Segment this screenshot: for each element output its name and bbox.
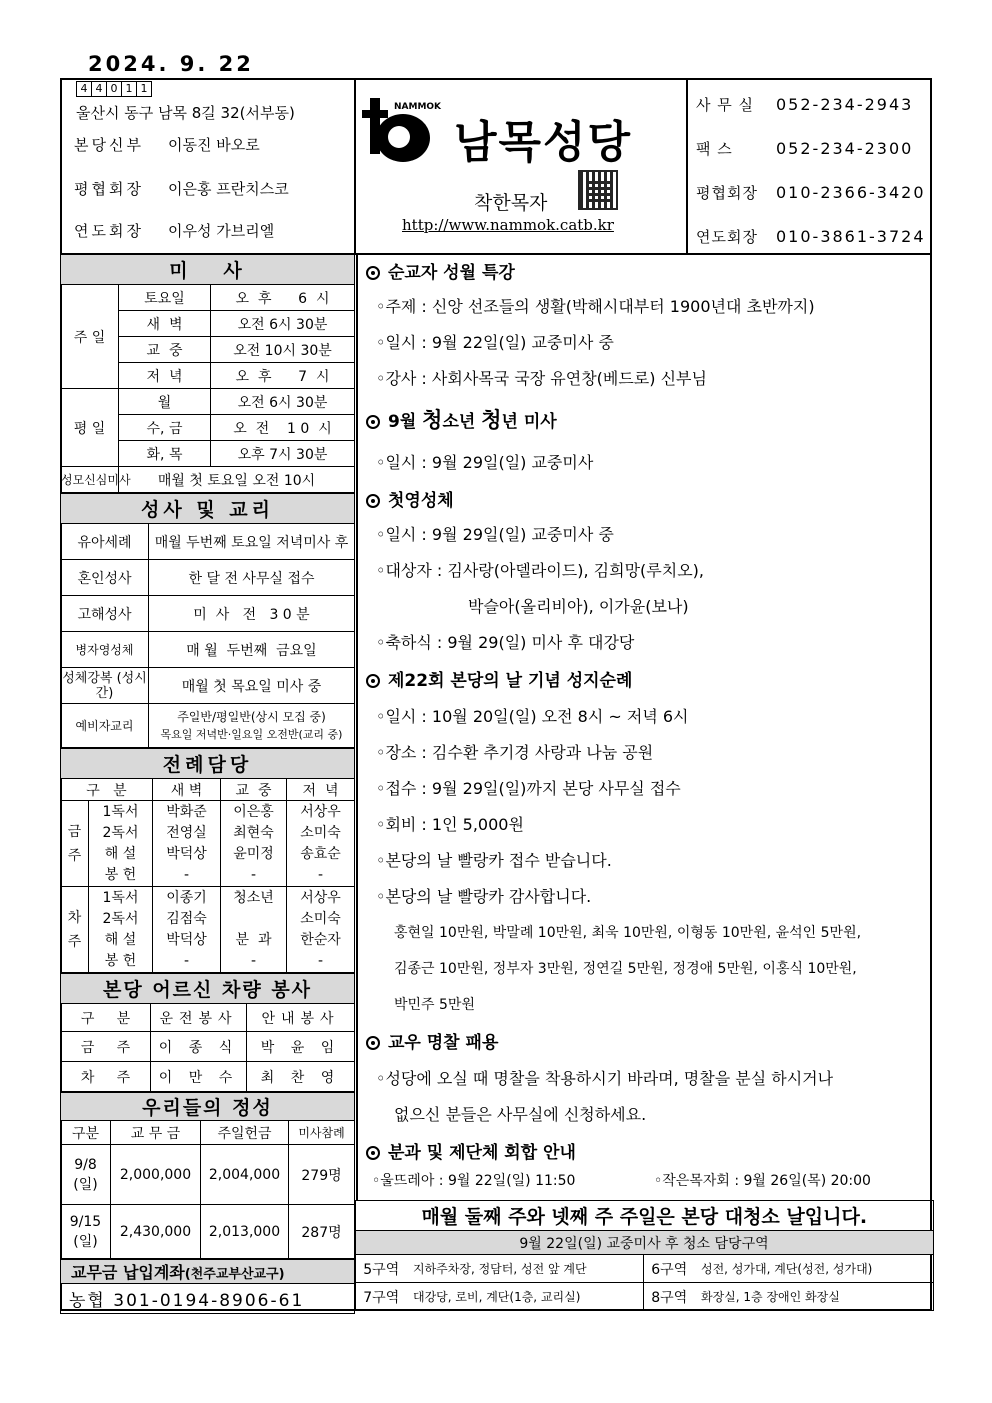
contact-label: 팩 스	[696, 140, 733, 158]
mass-table	[60, 254, 355, 493]
target-bullet-icon	[366, 266, 380, 280]
address: 울산시 동구 남목 8길 32(서부동)	[76, 104, 295, 122]
liturgy-person: -	[250, 952, 257, 969]
offering-attendance: 287명	[289, 1205, 355, 1259]
liturgy-person: 송효순	[300, 845, 341, 862]
zip-digit: 4	[76, 81, 92, 97]
notice-title-pilgrimage	[366, 666, 632, 691]
liturgy-group-label: 금주	[61, 801, 89, 887]
logo-english: NAMMOK	[394, 102, 442, 112]
zip-digit: 0	[106, 81, 122, 97]
vehicle-week: 차 주	[61, 1062, 151, 1092]
weekday-label: 평 일	[61, 389, 119, 467]
pastor-row	[74, 134, 260, 155]
target-bullet-icon	[366, 494, 380, 508]
liturgy-person	[221, 909, 286, 930]
notice-title-martyrs	[366, 258, 515, 283]
liturgy-header: 교 중	[221, 779, 287, 801]
sacrament-label: 병자영성체	[61, 632, 149, 668]
notice-line: ◦일시 : 10월 20일(일) 오전 8시 ~ 저녁 6시	[376, 707, 689, 726]
motto: 착한목자	[474, 192, 548, 214]
notice-line: ◦대상자 : 김사랑(아델라이드), 김희망(루치오),	[376, 561, 704, 580]
bulletin-date: 2024. 9. 22	[88, 52, 254, 76]
mass-day: 새 벽	[119, 311, 211, 337]
offering-title: 우리들의 정성	[61, 1093, 355, 1121]
account-title-cell	[61, 1260, 355, 1284]
cleaning-title: 매월 둘째 주와 넷째 주 주일은 본당 대청소 날입니다.	[355, 1201, 933, 1231]
website-link[interactable]: http://www.nammok.catb.kr	[402, 216, 614, 234]
logo-title: 남목성당	[454, 117, 633, 168]
liturgy-person: -	[250, 866, 257, 883]
vehicle-header: 안내봉사	[247, 1004, 355, 1032]
notice-title-text: 분과 및 제단체 회합 안내	[388, 1143, 576, 1163]
account-number: 농협 301-0194-8906-61	[61, 1284, 355, 1314]
header-left	[60, 78, 354, 254]
liturgy-person: 소미숙	[300, 910, 341, 927]
liturgy-person: 박화준	[166, 803, 207, 820]
liturgy-person: 이은홍	[233, 803, 274, 820]
mass-time: 오전 6시 30분	[211, 311, 355, 337]
sacrament-value: 매월 첫 목요일 미사 중	[149, 668, 355, 704]
header-logo	[354, 78, 688, 254]
offering-sunday: 2,004,000	[201, 1145, 289, 1205]
sacrament-value: 매 월 두번째 금요일	[149, 632, 355, 668]
contact-number: 010-2366-3420	[776, 183, 926, 202]
logo-mark-icon	[376, 114, 430, 162]
catechumen-label: 예비자교리	[61, 704, 149, 748]
notice-line: ◦장소 : 김수환 추기경 사랑과 나눔 공원	[376, 743, 654, 762]
notice-line: ◦본당의 날 빨랑카 접수 받습니다.	[376, 851, 612, 870]
council-row	[74, 178, 289, 199]
cleaning-table	[354, 1200, 934, 1311]
liturgy-role: 봉 헌	[104, 952, 137, 969]
sacrament-label: 혼인성사	[61, 560, 149, 596]
vehicle-title: 본당 어르신 차량 봉사	[61, 974, 355, 1004]
notice-title-youth-mass	[366, 404, 557, 434]
liturgy-header: 저 녁	[287, 779, 355, 801]
cleaning-area: 지하주차장, 정담터, 성전 앞 계단	[407, 1255, 643, 1283]
target-bullet-icon	[366, 1036, 380, 1050]
notice-title-text: 교우 명찰 패용	[388, 1033, 499, 1053]
mass-time: 오후 7시 30분	[211, 441, 355, 467]
qr-code-icon[interactable]	[578, 170, 618, 210]
liturgy-role: 2독서	[102, 824, 139, 841]
notice-line: ◦강사 : 사회사목국 국장 유연창(베드로) 신부님	[376, 369, 707, 388]
cleaning-area: 화장실, 1층 장애인 화장실	[695, 1283, 933, 1311]
mass-time: 오 전 1 0 시	[211, 415, 355, 441]
zip-digit: 1	[121, 81, 137, 97]
liturgy-role: 1독서	[102, 803, 139, 820]
notice-title-text: 청	[481, 408, 502, 432]
notice-line: 없으신 분들은 사무실에 신청하세요.	[394, 1105, 647, 1124]
account-table	[60, 1259, 355, 1314]
notice-line: 박슬아(올리비아), 이가윤(보나)	[468, 597, 689, 616]
contact-row	[696, 138, 913, 159]
holy-hour-time: 매월 첫 토요일 오전 10시	[119, 467, 355, 493]
cleaning-zone: 5구역	[355, 1255, 407, 1283]
target-bullet-icon	[366, 674, 380, 688]
notice-line: ◦일시 : 9월 29일(일) 교중미사	[376, 453, 594, 472]
account-title: 교무금 납입계좌	[71, 1263, 185, 1282]
offering-date: 9/15 (일)	[61, 1205, 111, 1259]
left-column	[60, 254, 354, 1314]
liturgy-person: 서상우	[300, 803, 341, 820]
notice-line: ◦일시 : 9월 29일(일) 교중미사 중	[376, 525, 614, 544]
mass-title: 미 사	[61, 255, 355, 285]
notice-line: ◦회비 : 1인 5,000원	[376, 815, 524, 834]
contact-row	[696, 226, 926, 247]
target-bullet-icon	[366, 1146, 380, 1160]
notice-title-nametag	[366, 1028, 498, 1053]
role-label: 본당신부	[74, 136, 144, 154]
mass-day: 수, 금	[119, 415, 211, 441]
cleaning-subtitle: 9월 22일(일) 교중미사 후 청소 담당구역	[355, 1231, 933, 1255]
offering-tithe: 2,000,000	[111, 1145, 201, 1205]
liturgy-person: 박덕상	[166, 931, 207, 948]
vehicle-header: 운전봉사	[151, 1004, 247, 1032]
sacrament-value: 한 달 전 사무실 접수	[149, 560, 355, 596]
contact-row	[696, 182, 926, 203]
contact-number: 010-3861-3724	[776, 227, 926, 246]
vehicle-guide: 박 윤 임	[247, 1032, 355, 1062]
mass-time: 오전 6시 30분	[211, 389, 355, 415]
role-name: 이우성 가브리엘	[168, 222, 275, 240]
meeting-line: ◦작은목자회 : 9월 26일(목) 20:00	[654, 1173, 871, 1189]
mass-day: 월	[119, 389, 211, 415]
header-contacts	[688, 78, 932, 254]
offering-date: 9/8 (일)	[61, 1145, 111, 1205]
vehicle-week: 금 주	[61, 1032, 151, 1062]
liturgy-person: 청소년	[233, 889, 274, 906]
sacrament-label: 유아세례	[61, 524, 149, 560]
cleaning-zone: 6구역	[643, 1255, 695, 1283]
holy-hour-label: 성모신심미사	[61, 467, 119, 493]
mass-time: 오 후 7 시	[211, 363, 355, 389]
vehicle-header: 구 분	[61, 1004, 151, 1032]
notice-title-text: 첫영성체	[388, 491, 454, 511]
liturgy-role: 해 설	[104, 931, 137, 948]
liturgy-role: 봉 헌	[104, 866, 137, 883]
role-name: 이은홍 프란치스코	[168, 180, 289, 198]
contact-label: 평협회장	[696, 184, 758, 202]
target-bullet-icon	[366, 415, 380, 429]
cleaning-zone: 7구역	[355, 1283, 407, 1311]
cleaning-section	[354, 1200, 932, 1310]
contact-row	[696, 94, 913, 115]
donor-line: 홍현일 10만원, 박말례 10만원, 최욱 10만원, 이형동 10만원, 윤석인 5만원,	[394, 925, 862, 941]
notice-title-text: 청	[422, 408, 443, 432]
meeting-line: ◦울뜨레아 : 9월 22일(일) 11:50	[372, 1173, 576, 1189]
sacrament-title: 성사 및 교리	[61, 494, 355, 524]
liturgy-person: 최현숙	[233, 824, 274, 841]
liturgy-person: 박덕상	[166, 845, 207, 862]
notice-line: ◦일시 : 9월 22일(일) 교중미사 중	[376, 333, 614, 352]
catechumen-line: 주일반/평일반(상시 모집 중)	[177, 709, 326, 724]
mass-day: 저 녁	[119, 363, 211, 389]
mass-day: 교 중	[119, 337, 211, 363]
liturgy-group-label: 차주	[61, 887, 89, 973]
notice-title-text: 9월	[388, 412, 423, 432]
liturgy-person: -	[317, 952, 324, 969]
donor-line: 박민주 5만원	[394, 997, 475, 1013]
liturgy-person: 전영실	[166, 824, 207, 841]
liturgy-title: 전례담당	[61, 749, 355, 779]
contact-label: 사 무 실	[696, 96, 755, 114]
offering-header: 구분	[61, 1121, 111, 1145]
offering-header: 주일헌금	[201, 1121, 289, 1145]
vehicle-table	[60, 973, 355, 1092]
notice-line: ◦성당에 오실 때 명찰을 착용하시기 바라며, 명찰을 분실 하시거나	[376, 1069, 834, 1088]
notice-title-text: 소년	[442, 412, 482, 432]
account-title-sub: (천주교부산교구)	[184, 1267, 285, 1282]
cleaning-area: 대강당, 로비, 계단(1층, 교리실)	[407, 1283, 643, 1311]
liturgy-person: 윤미정	[233, 845, 274, 862]
notice-line: ◦접수 : 9월 29일(일)까지 본당 사무실 접수	[376, 779, 681, 798]
liturgy-role: 1독서	[102, 889, 139, 906]
offering-attendance: 279명	[289, 1145, 355, 1205]
zip-digit: 1	[136, 81, 152, 97]
sacrament-label: 고해성사	[61, 596, 149, 632]
liturgy-person: 소미숙	[300, 824, 341, 841]
notice-title-text: 순교자 성월 특강	[388, 263, 515, 283]
role-label: 연도회장	[74, 222, 144, 240]
sacrament-value: 매월 두번째 토요일 저녁미사 후	[149, 524, 355, 560]
liturgy-header: 새 벽	[153, 779, 221, 801]
vehicle-driver: 이 만 수	[151, 1062, 247, 1092]
notice-line: ◦본당의 날 빨랑카 감사합니다.	[376, 887, 592, 906]
liturgy-table	[60, 748, 355, 973]
liturgy-person: 분 과	[235, 931, 272, 948]
zip-code	[76, 81, 151, 97]
prayer-row	[74, 220, 274, 241]
notice-title-text: 제22회 본당의 날 기념 성지순례	[388, 671, 633, 691]
offering-header: 미사참례	[289, 1121, 355, 1145]
mass-time: 오 후 6 시	[211, 285, 355, 311]
liturgy-role: 2독서	[102, 910, 139, 927]
mass-time: 오전 10시 30분	[211, 337, 355, 363]
donor-line: 김종근 10만원, 정부자 3만원, 정연길 5만원, 정경애 5만원, 이홍식 10만원,	[394, 961, 857, 977]
notice-title-text: 년 미사	[501, 412, 557, 432]
liturgy-person: -	[183, 866, 190, 883]
liturgy-role: 해 설	[104, 845, 137, 862]
mass-day: 화, 목	[119, 441, 211, 467]
catechumen-line: 목요일 저녁반·일요일 오전반(교리 중)	[160, 727, 343, 741]
cross-bar	[362, 110, 388, 118]
notice-title-first-communion	[366, 486, 454, 511]
contact-label: 연도회장	[696, 228, 758, 246]
contact-number: 052-234-2300	[776, 139, 914, 158]
liturgy-person: 한순자	[300, 931, 341, 948]
sacrament-label: 성체강복 (성시간)	[61, 668, 149, 704]
role-label: 평협회장	[74, 180, 144, 198]
mass-day: 토요일	[119, 285, 211, 311]
sunday-label: 주 일	[61, 285, 119, 389]
liturgy-person: 이종기	[166, 889, 207, 906]
notices-column	[356, 254, 932, 1200]
liturgy-person: 김점숙	[166, 910, 207, 927]
contact-number: 052-234-2943	[776, 95, 914, 114]
offering-tithe: 2,430,000	[111, 1205, 201, 1259]
role-name: 이동진 바오로	[168, 136, 260, 154]
liturgy-header: 구 분	[61, 779, 153, 801]
liturgy-person: -	[183, 952, 190, 969]
zip-digit: 4	[91, 81, 107, 97]
sacrament-value: 미 사 전 3 0 분	[149, 596, 355, 632]
cleaning-zone: 8구역	[643, 1283, 695, 1311]
liturgy-person: 서상우	[300, 889, 341, 906]
sacrament-table	[60, 493, 355, 748]
notice-line: ◦축하식 : 9월 29(일) 미사 후 대강당	[376, 633, 635, 652]
vehicle-guide: 최 찬 영	[247, 1062, 355, 1092]
liturgy-person: -	[317, 866, 324, 883]
vehicle-driver: 이 종 식	[151, 1032, 247, 1062]
offering-sunday: 2,013,000	[201, 1205, 289, 1259]
cleaning-area: 성전, 성가대, 계단(성전, 성가대)	[695, 1255, 933, 1283]
notice-title-meetings	[366, 1138, 576, 1163]
notice-line: ◦주제 : 신앙 선조들의 생활(박해시대부터 1900년대 초반까지)	[376, 297, 815, 316]
offering-table	[60, 1092, 355, 1259]
offering-header: 교 무 금	[111, 1121, 201, 1145]
